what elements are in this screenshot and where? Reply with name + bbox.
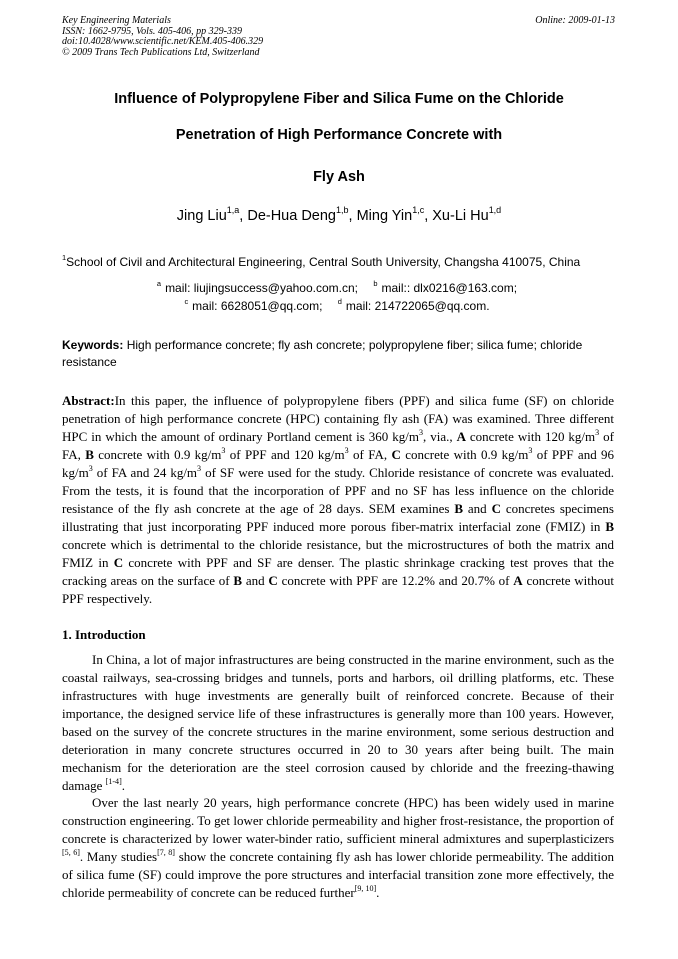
concrete-label: B — [233, 573, 243, 588]
concrete-label: C — [491, 501, 501, 516]
abstract-text: , via., — [423, 429, 457, 444]
intro-paragraph-1 — [62, 651, 614, 795]
copyright-line: © 2009 Trans Tech Publications Ltd, Switzerland — [62, 46, 260, 58]
paragraph-text: Over the last nearly 20 years, high performance concrete (HPC) has been widely used in marine construction engineering. To get lower chloride permeability and higher frost-resistance, the proportion of concrete is characterized by lower water-binder ratio, sufficient mineral admixtures and superplasticizers — [62, 795, 614, 846]
paragraph-text: . — [376, 885, 380, 900]
paper-title-line-2: Penetration of High Performance Concrete with — [175, 127, 503, 143]
keywords-label: Keywords: — [62, 338, 124, 352]
abstract-text: concrete which is detrimental to the chloride resistance, but the microstructures of both the matrix and FMIZ in — [62, 537, 614, 570]
unit-exponent: 3 — [221, 445, 226, 455]
author-list: Jing Liu$^{1,a}$, De-Hua Deng$^{1,b}$, Ming Yin$^{1,c}$, Xu-Li Hu$^{1,d}$ — [176, 205, 502, 224]
paragraph-text: . — [121, 778, 126, 793]
journal-name: Key Engineering Materials — [62, 15, 171, 26]
email-entry — [338, 299, 494, 313]
abstract-text: concrete with PPF and SF are denser. The plastic shrinkage cracking test proves that the cracking areas on the surface of — [62, 555, 615, 588]
author-affil-mark: 1,d — [488, 205, 502, 216]
email-text: mail: liujingsuccess@yahoo.com.cn; — [165, 281, 358, 295]
issn-line: ISSN: 1662-9795, Vols. 405-406, pp 329-339 — [62, 25, 242, 37]
abstract-text: concrete with 120 kg/m — [465, 429, 596, 444]
abstract-text: and — [242, 573, 269, 588]
email-text: mail:: dlx0216@163.com; — [381, 281, 518, 295]
author-affil-mark: 1,b — [336, 205, 349, 216]
paragraph-text: . Many studies — [79, 849, 158, 864]
doi-line: doi:10.4028/www.scientific.net/KEM.405-406.329 — [62, 36, 264, 48]
citation: [5, 6] — [62, 847, 80, 857]
abstract-text: concrete with 0.9 kg/m — [400, 447, 529, 462]
citation: [7, 8] — [157, 847, 175, 857]
abstract-text: concrete without PPF respectively. — [62, 573, 614, 606]
section-heading-introduction: 1. Introduction — [62, 627, 146, 642]
abstract-text: of PPF and 120 kg/m — [225, 447, 345, 462]
unit-exponent: 3 — [595, 427, 600, 437]
abstract-label: Abstract: — [62, 393, 115, 408]
affiliation-text: School of Civil and Architectural Engineering, Central South University, Changsha 410075, China — [66, 255, 581, 269]
email-text: mail: 6628051@qq.com; — [192, 299, 323, 313]
author-name: Xu-Li Hu — [432, 208, 489, 224]
online-date: Online: 2009-01-13 — [535, 15, 615, 26]
email-entry — [373, 281, 521, 295]
citation: [1-4] — [105, 776, 122, 786]
abstract-text: of SF were used for the study. Chloride resistance of concrete was evaluated. From the tests, it is found that the incorporation of PPF and no SF has less influence on the chloride resistance of the fly ash concrete at the age of 28 days. SEM examines — [62, 465, 614, 516]
email-text: mail: 214722065@qq.com. — [345, 299, 490, 313]
unit-exponent: 3 — [344, 445, 349, 455]
abstract-text: and — [463, 501, 492, 516]
abstract-text: of FA, — [348, 447, 392, 462]
email-line-2 — [40, 299, 638, 313]
concrete-label: A — [456, 429, 466, 444]
concrete-label: C — [113, 555, 124, 570]
unit-exponent: 3 — [418, 427, 423, 437]
email-line-1 — [40, 281, 638, 295]
abstract-text: of FA and 24 kg/m — [92, 465, 198, 480]
email-mark: d — [337, 297, 342, 307]
affiliation — [62, 255, 622, 269]
paragraph-text: In China, a lot of major infrastructures are being constructed in the marine environment, such as the coastal railways, sea-crossing bridges and tunnels, ports and harbors, oil drilling platforms, etc. These infrastructures with huge investments are generally built of reinforced concrete. Because of their importance, the designed service life of these infrastructures is generally more than 100 years. However, based on the survey of the concrete structures in the marine environment, some serious destruction and deterioration in many concrete structures occurred in 20 to 30 years after being built. The main mechanism for the deterioration are the steel corrosion caused by chloride and the freezing-thawing damage — [62, 652, 614, 793]
abstract-text: of FA, — [62, 429, 614, 462]
affiliation-mark: 1 — [62, 253, 67, 263]
concrete-label: A — [513, 573, 523, 588]
concrete-label: C — [391, 447, 401, 462]
email-mark: b — [373, 279, 378, 289]
abstract-text: In this paper, the influence of polypropylene fibers (PPF) and silica fume (SF) on chloride penetration of high performance concrete (HPC) containing fly ash (FA) was examined. Three different HPC in which the amount of ordinary Portland cement is 360 kg/m — [62, 393, 614, 444]
abstract-text: concrete with 0.9 kg/m — [93, 447, 222, 462]
author-name: Jing Liu — [176, 208, 227, 224]
paper-title-line-3: Fly Ash — [313, 169, 365, 185]
author-affil-mark: 1,a — [226, 205, 240, 216]
email-mark: c — [184, 297, 189, 307]
abstract — [62, 392, 614, 608]
author-name: Ming Yin — [356, 208, 413, 224]
abstract-text: of PPF and 96 kg/m — [62, 447, 615, 480]
keywords-text: High performance concrete; fly ash concrete; polypropylene fiber; silica fume; chloride resistance — [62, 338, 583, 369]
email-mark: a — [156, 279, 162, 289]
paper-title-line-1: Influence of Polypropylene Fiber and Silica Fume on the Chloride — [114, 91, 564, 107]
email-entry — [184, 299, 326, 313]
concrete-label: B — [454, 501, 464, 516]
concrete-label: C — [268, 573, 278, 588]
journal-header — [62, 16, 482, 58]
email-entry — [157, 281, 362, 295]
abstract-text: concretes specimens illustrating that just incorporating PPF induced more porous fiber-matrix interfacial zone (FMIZ) in — [62, 501, 614, 534]
keywords — [62, 337, 614, 370]
abstract-text: concrete with PPF are 12.2% and 20.7% of — [277, 573, 514, 588]
concrete-label: B — [85, 447, 94, 462]
unit-exponent: 3 — [197, 463, 202, 473]
citation: [9, 10] — [354, 883, 377, 893]
concrete-label: B — [605, 519, 614, 534]
author-name: De-Hua Deng — [247, 208, 337, 224]
intro-paragraph-2 — [62, 794, 614, 902]
author-affil-mark: 1,c — [412, 205, 425, 216]
unit-exponent: 3 — [528, 445, 533, 455]
unit-exponent: 3 — [88, 463, 93, 473]
paragraph-text: show the concrete containing fly ash has lower chloride permeability. The addition of silica fume (SF) could improve the pore structures and interfacial transition zone more effectively, the chloride permeability of concrete can be reduced further — [62, 849, 614, 900]
